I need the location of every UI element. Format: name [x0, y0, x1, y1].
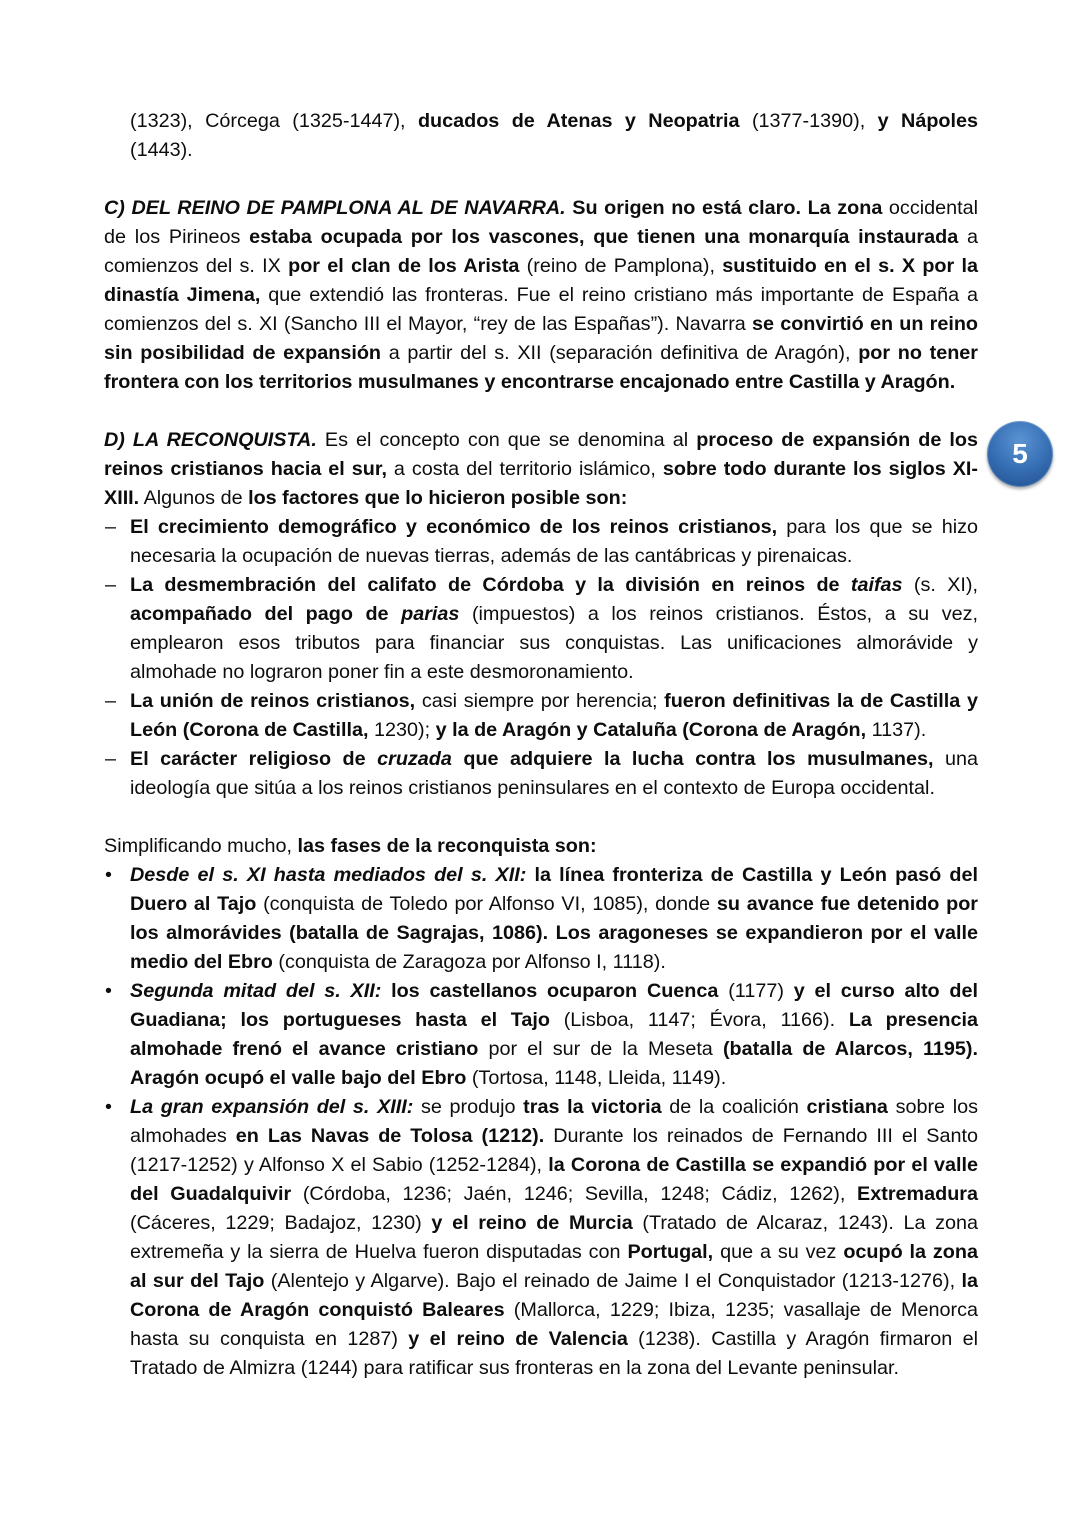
bold-text: Aragón ocupó el valle bajo del Ebro [130, 1067, 467, 1089]
text-run: Algunos de [139, 487, 249, 509]
list-item-text [130, 687, 978, 745]
list-item-text [130, 861, 978, 977]
list-marker: • [105, 864, 112, 886]
text-line [130, 600, 978, 629]
text-line [130, 542, 978, 571]
list-item [104, 745, 978, 803]
text-run: extremeña y la sierra de Huelva fueron disputadas con [130, 1241, 628, 1263]
bold-text: proceso de expansión de los [696, 429, 978, 451]
bold-text: y el reino de Valencia [408, 1328, 628, 1350]
text-line [130, 1006, 978, 1035]
text-line [130, 774, 978, 803]
bold-text: Guadiana; los portugueses hasta el Tajo [130, 1009, 550, 1031]
text-line [130, 977, 978, 1006]
bold-text: la Corona de Castilla se expandió por el valle [548, 1154, 979, 1176]
bold-text: las fases de la reconquista son: [297, 835, 597, 857]
text-line [130, 629, 978, 658]
bold-text: cristiana [806, 1096, 888, 1118]
text-run: occidental [882, 197, 979, 219]
text-line [130, 687, 978, 716]
bold-text: frontera con los territorios musulmanes y encontrarse encajonado entre Castilla y Aragón. [104, 371, 956, 393]
text-line [130, 1093, 978, 1122]
text-line [130, 1035, 978, 1064]
bold-text: reinos cristianos hacia el sur, [104, 458, 387, 480]
text-line [130, 861, 978, 890]
emphasis-text: taifas [850, 574, 903, 596]
text-run: 1230); [368, 719, 436, 741]
bold-text: al sur del Tajo [130, 1270, 265, 1292]
text-run: ideología que sitúa a los reinos cristianos peninsulares en el contexto de Europa occidental. [130, 777, 935, 799]
bold-text: sustituido en el s. X por la [722, 255, 978, 277]
text-line [130, 716, 978, 745]
text-line [104, 339, 978, 368]
bold-text: sin posibilidad de expansión [104, 342, 381, 364]
bold-text: del Guadalquivir [130, 1183, 292, 1205]
section-reconquista [104, 426, 978, 803]
text-run: comienzos del s. XI (Sancho III el Mayor, “rey de las Españas”). Navarra [104, 313, 753, 335]
text-run: (impuestos) a los reinos cristianos. Éstos, a su vez, [459, 603, 978, 625]
text-run: (Alentejo y Algarve). Bajo el reinado de Jaime I el Conquistador (1213-1276), [264, 1270, 962, 1292]
emphasis-text: cruzada [377, 748, 452, 770]
text-run: (Tortosa, 1148, Lleida, 1149). [466, 1067, 727, 1089]
bold-text: almohade frenó el avance cristiano [130, 1038, 479, 1060]
bold-text: en Las Navas de Tolosa (1212). [235, 1125, 545, 1147]
text-run: (s. XI), [902, 574, 978, 596]
text-line [130, 919, 978, 948]
list-marker: • [105, 1096, 112, 1118]
text-run: (1177) [718, 980, 794, 1002]
text-run: (Cáceres, 1229; Badajoz, 1230) [130, 1212, 432, 1234]
text-run: casi siempre por herencia; [415, 690, 665, 712]
section-fases-reconquista [104, 832, 978, 1383]
bold-text: los castellanos ocuparon Cuenca [381, 980, 719, 1002]
bold-text: estaba ocupada por los vascones, que tienen una monarquía instaurada [249, 226, 959, 248]
text-line [104, 223, 978, 252]
bold-text: que adquiere la lucha contra los musulmanes, [451, 748, 934, 770]
bold-text: se convirtió en un reino [752, 313, 978, 335]
bold-text: la línea fronteriza de Castilla y León pasó del [526, 864, 978, 886]
text-run: emplearon esos tributos para financiar sus conquistas. Las unificaciones almorávide y [130, 632, 978, 654]
text-line [130, 1064, 978, 1093]
bold-text: La desmembración del califato de Córdoba y la división en reinos de [130, 574, 851, 596]
bold-text: ducados de Atenas y Neopatria [417, 110, 740, 132]
text-line [104, 281, 978, 310]
bold-text: fueron definitivas la de Castilla y [664, 690, 978, 712]
text-run: Es el concepto con que se denomina al [316, 429, 697, 451]
text-line [104, 368, 978, 397]
list-item-text [130, 1093, 978, 1383]
list-item [104, 1093, 978, 1383]
text-line [130, 513, 978, 542]
text-run: (reino de Pamplona), [519, 255, 723, 277]
text-run: (1323), Córcega (1325-1447), [130, 110, 418, 132]
text-line [130, 1180, 978, 1209]
bold-text: su avance fue detenido por [716, 893, 978, 915]
text-line [104, 194, 978, 223]
bold-text: La unión de reinos cristianos, [130, 690, 416, 712]
emphasis-text: D) LA RECONQUISTA. [104, 429, 317, 451]
text-run: que a su vez [713, 1241, 844, 1263]
list-marker: – [105, 748, 117, 770]
text-line [130, 890, 978, 919]
list-item-text [130, 977, 978, 1093]
list-item [104, 687, 978, 745]
page-number: 5 [1012, 438, 1028, 469]
text-run: almohade no lograron poner fin a este desmoronamiento. [130, 661, 634, 683]
text-run: (1238). Castilla y Aragón firmaron el [627, 1328, 978, 1350]
bold-text: por el clan de los Arista [288, 255, 520, 277]
bold-text: Duero al Tajo [130, 893, 257, 915]
list-marker: – [105, 516, 117, 538]
text-run: almohades [130, 1125, 236, 1147]
text-run: (Córdoba, 1236; Jaén, 1246; Sevilla, 1248; Cádiz, 1262), [291, 1183, 858, 1205]
text-run: de los Pirineos [104, 226, 250, 248]
section-d-paragraph [104, 426, 978, 513]
text-line [104, 455, 978, 484]
bold-text: los almorávides (batalla de Sagrajas, 1086). Los aragoneses se expandieron por el valle [130, 922, 978, 944]
text-run: (1217-1252) y Alfonso X el Sabio (1252-1284), [130, 1154, 549, 1176]
bold-text: y Nápoles [877, 110, 979, 132]
emphasis-text: La gran expansión del s. XIII: [130, 1096, 414, 1118]
text-line [130, 136, 978, 165]
list-item [104, 571, 978, 687]
text-line [130, 1296, 978, 1325]
bold-text: los factores que lo hicieron posible son: [248, 487, 628, 509]
bold-text: tras la victoria [523, 1096, 662, 1118]
text-run: Tratado de Almizra (1244) para ratificar sus fronteras en la zona del Levante peninsular. [130, 1357, 899, 1379]
text-run: a costa del territorio islámico, [386, 458, 663, 480]
bold-text: acompañado del pago de [130, 603, 402, 625]
phases-bullet-list [104, 861, 978, 1383]
text-run: (conquista de Toledo por Alfonso VI, 1085), donde [256, 893, 717, 915]
text-run: sobre los [887, 1096, 978, 1118]
text-run: (Lisboa, 1147; Évora, 1166). [550, 1009, 849, 1031]
text-line [130, 1151, 978, 1180]
text-line [130, 1354, 978, 1383]
list-item-text [130, 571, 978, 687]
phases-intro-paragraph [104, 832, 978, 861]
bold-text: medio del Ebro [130, 951, 273, 973]
text-run: (conquista de Zaragoza por Alfonso I, 1118). [272, 951, 666, 973]
continued-item-text [104, 107, 978, 165]
list-item [104, 861, 978, 977]
emphasis-text: C) DEL REINO DE PAMPLONA AL DE NAVARRA. [104, 197, 566, 219]
bold-text: la [961, 1270, 978, 1292]
text-run: Simplificando mucho, [104, 835, 298, 857]
text-line [130, 745, 978, 774]
bold-text: sobre todo durante los siglos XI- [662, 458, 978, 480]
bold-text: León (Corona de Castilla, [130, 719, 369, 741]
text-line [130, 1238, 978, 1267]
list-item-text [130, 745, 978, 803]
text-line [130, 107, 978, 136]
text-line [104, 252, 978, 281]
section-reino-pamplona-navarra [104, 194, 978, 397]
bold-text: dinastía Jimena, [104, 284, 261, 306]
bold-text: y el curso alto del [793, 980, 979, 1002]
bold-text: El crecimiento demográfico y económico de los reinos cristianos, [130, 516, 778, 538]
text-run: por el sur de la Meseta [478, 1038, 723, 1060]
text-run: necesaria la ocupación de nuevas tierras, además de las cantábricas y pirenaicas. [130, 545, 853, 567]
text-line [130, 658, 978, 687]
page-number-badge [987, 421, 1053, 487]
bold-text: Extremadura [857, 1183, 978, 1205]
bold-text: Su origen no está claro. La zona [565, 197, 883, 219]
text-run: Durante los reinados de Fernando III el Santo [544, 1125, 978, 1147]
text-line [130, 948, 978, 977]
text-run: a partir del s. XII (separación definitiva de Aragón), [381, 342, 859, 364]
text-run: (Mallorca, 1229; Ibiza, 1235; vasallaje de Menorca [504, 1299, 978, 1321]
text-run: que extendió las fronteras. Fue el reino cristiano más importante de España a [260, 284, 978, 306]
factors-dash-list [104, 513, 978, 803]
text-line [130, 1267, 978, 1296]
text-run: (Tratado de Alcaraz, 1243). La zona [632, 1212, 979, 1234]
bold-text: El carácter religioso de [130, 748, 378, 770]
bold-text: Portugal, [627, 1241, 714, 1263]
text-line [104, 832, 978, 861]
text-line [104, 484, 978, 513]
text-run: hasta su conquista en 1287) [130, 1328, 409, 1350]
text-line [104, 426, 978, 455]
list-item-text [130, 513, 978, 571]
text-run: de la coalición [661, 1096, 807, 1118]
list-item [104, 977, 978, 1093]
page-content [104, 107, 978, 1383]
text-run: (1443). [130, 139, 193, 161]
text-run: se produjo [413, 1096, 524, 1118]
text-run: a [958, 226, 979, 248]
continued-list-item-section [104, 107, 978, 165]
bold-text: por no tener [858, 342, 978, 364]
list-marker: • [105, 980, 112, 1002]
text-line [130, 571, 978, 600]
text-line [130, 1209, 978, 1238]
list-item [104, 513, 978, 571]
text-line [130, 1325, 978, 1354]
bold-text: XIII. [104, 487, 140, 509]
bold-text: (batalla de Alarcos, 1195). [722, 1038, 978, 1060]
bold-text: Corona de Aragón conquistó Baleares [130, 1299, 505, 1321]
text-line [130, 1122, 978, 1151]
list-marker: – [105, 690, 117, 712]
bold-text: y el reino de Murcia [431, 1212, 633, 1234]
text-run: comienzos del s. IX [104, 255, 289, 277]
section-c-paragraph [104, 194, 978, 397]
bold-text: y la de Aragón y Cataluña (Corona de Aragón, [435, 719, 867, 741]
list-marker: – [105, 574, 117, 596]
text-run: para los que se hizo [777, 516, 978, 538]
text-run: una [933, 748, 978, 770]
text-run: 1137). [866, 719, 927, 741]
emphasis-text: parias [401, 603, 460, 625]
text-line [104, 310, 978, 339]
bold-text: La presencia [848, 1009, 979, 1031]
text-run: (1377-1390), [739, 110, 878, 132]
emphasis-text: Segunda mitad del s. XII: [130, 980, 382, 1002]
emphasis-text: Desde el s. XI hasta mediados del s. XII: [130, 864, 527, 886]
bold-text: ocupó la zona [843, 1241, 978, 1263]
